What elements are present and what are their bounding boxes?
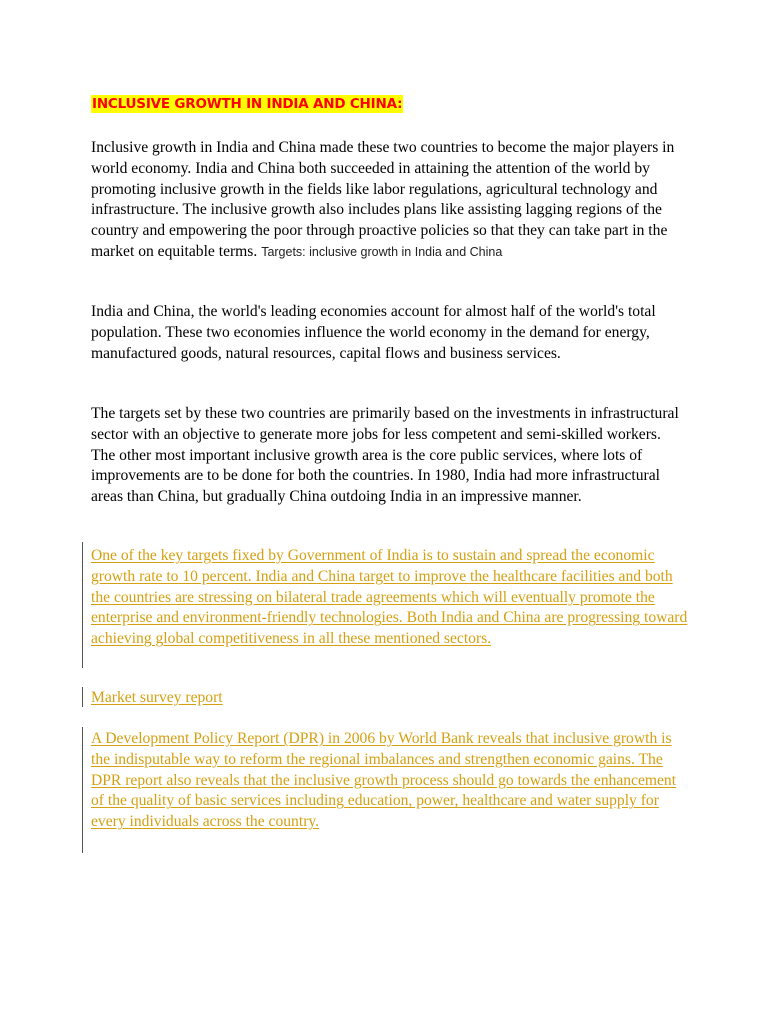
paragraph-note: Targets: inclusive growth in India and China: [261, 244, 503, 259]
change-bar: [82, 727, 83, 853]
paragraph-targets: The targets set by these two countries are primarily based on the investments in infrastructural sector with an objective to generate more jobs for less competent and semi-skilled workers. The other most important inclusive growth area is the core public services, where lots of improvements are to be done for both the countries. In 1980, India had more infrastructural areas than China, but gradually China outdoing India in an impressive manner.: [91, 405, 679, 506]
tracked-change-paragraph-dpr[interactable]: A Development Policy Report (DPR) in 2006 by World Bank reveals that inclusive growth is the indisputable way to reform the regional imbalances and strengthen economic gains. The DPR report also reveals that the inclusive growth process should go towards the enhancement of the quality of basic services including education, power, healthcare and water supply for every individuals across the country.: [91, 730, 677, 831]
change-bar: [82, 687, 83, 707]
paragraph-main-text: Inclusive growth in India and China made these two countries to become the major players in world economy. India and China both succeeded in attaining the attention of the world by promoting inclusive growth in the fields like labor regulations, agricultural technology and infrastructure. The inclusive growth also includes plans like assisting lagging regions of the country and empowering the poor through proactive policies so that they can take part in the market on equitable terms.: [91, 139, 675, 260]
tracked-change-heading-market-survey[interactable]: Market survey report: [91, 689, 223, 706]
document-heading: INCLUSIVE GROWTH IN INDIA AND CHINA:: [92, 96, 403, 112]
paragraph-inclusive-growth: [91, 138, 681, 263]
change-bar: [82, 542, 83, 668]
paragraph-leading-economies: India and China, the world's leading economies account for almost half of the world's total population. These two economies influence the world economy in the demand for energy, manufactured goods, natural resources, capital flows and business services.: [91, 303, 656, 362]
tracked-change-paragraph-key-targets[interactable]: One of the key targets fixed by Government of India is to sustain and spread the economic growth rate to 10 percent. India and China target to improve the healthcare facilities and both the countries are stressing on bilateral trade agreements which will eventually promote the enterprise and environment-friendly technologies. Both India and China are progressing toward achieving global competitiveness in all these mentioned sectors.: [91, 547, 688, 648]
